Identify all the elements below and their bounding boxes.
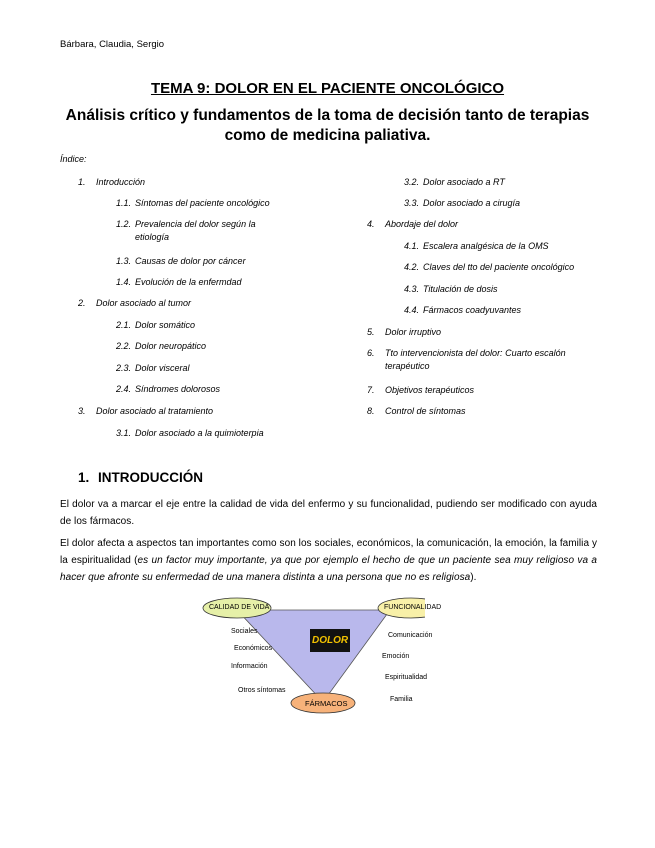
subtitle-line-2: como de medicina paliativa. [224, 127, 431, 144]
toc-item: 1.4. Evolución de la enfermdad [116, 277, 242, 287]
toc-item: 4. Abordaje del dolor [367, 219, 459, 229]
page-title-text: TEMA 9: DOLOR EN EL PACIENTE ONCOLÓGICO [150, 80, 505, 97]
toc-item: 2.3. Dolor visceral [116, 363, 190, 373]
dolor-label: DOLOR [312, 635, 349, 646]
page-subtitle [60, 106, 595, 146]
toc-item: 4.1. Escalera analgésica de la OMS [404, 241, 549, 251]
funcionalidad-label: FUNCIONALIDAD [384, 604, 442, 611]
right-label-comunicacion: Comunicación [388, 632, 433, 639]
page-title [0, 80, 655, 97]
paragraph-2 [60, 535, 597, 586]
toc-item: 3. Dolor asociado al tratamiento [78, 406, 214, 416]
paragraph-1: El dolor va a marcar el eje entre la calidad de vida del enfermo y su funcionalidad, pudiendo ser modificado con ayuda de los fármacos. [60, 499, 597, 527]
toc-item: 7. Objetivos terapéuticos [367, 385, 475, 395]
toc-item: 4.3. Titulación de dosis [404, 284, 498, 294]
toc-item: 1.1. Síntomas del paciente oncológico [116, 198, 270, 208]
subtitle-line-1: Análisis crítico y fundamentos de la toma de decisión tanto de terapias [65, 107, 590, 124]
toc-item: 4.4. Fármacos coadyuvantes [404, 305, 522, 315]
farmacos-label: FÁRMACOS [305, 699, 348, 708]
right-label-familia: Familia [390, 696, 413, 703]
dolor-diagram [195, 592, 442, 722]
toc-item: 1. Introducción [78, 177, 146, 187]
toc-item: 8. Control de síntomas [367, 406, 466, 416]
toc-item: 2.4. Síndromes dolorosos [116, 384, 221, 394]
paragraph-2-text: El dolor afecta a aspectos tan importantes como son los sociales, económicos, la comunicación, la emoción, la familia y la espiritualidad ( [60, 538, 597, 566]
toc-item: 5. Dolor irruptivo [367, 327, 442, 337]
toc-item: 2.2. Dolor neuropático [116, 341, 207, 351]
calidad-label: CALIDAD DE VIDA [209, 604, 270, 611]
paragraph-2-end: ). [470, 572, 477, 583]
left-label-economicos: Económicos [234, 645, 273, 652]
toc-item: 4.2. Claves del tto del paciente oncológico [404, 262, 575, 272]
toc-item: 2. Dolor asociado al tumor [78, 298, 192, 308]
index-label: Índice: [60, 154, 87, 164]
left-label-sociales: Sociales [231, 628, 258, 635]
toc-item: 6. Tto intervencionista del dolor: Cuarto escalón terapéutico [367, 348, 566, 371]
header-authors: Bárbara, Claudia, Sergio [60, 39, 165, 50]
toc-item: 3.3. Dolor asociado a cirugía [404, 198, 521, 208]
right-label-espiritualidad: Espiritualidad [385, 674, 428, 681]
toc-item: 3.2. Dolor asociado a RT [404, 177, 505, 187]
section-title: INTRODUCCIÓN [98, 470, 203, 485]
left-label-otros: Otros síntomas [238, 687, 286, 694]
section-heading [78, 470, 203, 485]
section-number: 1. [78, 470, 90, 485]
toc-item: 3.1. Dolor asociado a la quimioterpia [116, 428, 264, 438]
paragraph-2-italic: es un factor muy importante, ya que por ejemplo el hecho de que un paciente sea muy religioso va a hacer que afronte su enfermedad de una manera distinta a una persona que no es religiosa [60, 555, 597, 583]
toc-item: 2.1. Dolor somático [116, 320, 196, 330]
left-label-informacion: Información [231, 663, 268, 670]
toc-item: 1.3. Causas de dolor por cáncer [116, 256, 246, 266]
right-label-emocion: Emoción [382, 653, 410, 660]
toc-item: 1.2. Prevalencia del dolor según la etiología [116, 219, 256, 242]
